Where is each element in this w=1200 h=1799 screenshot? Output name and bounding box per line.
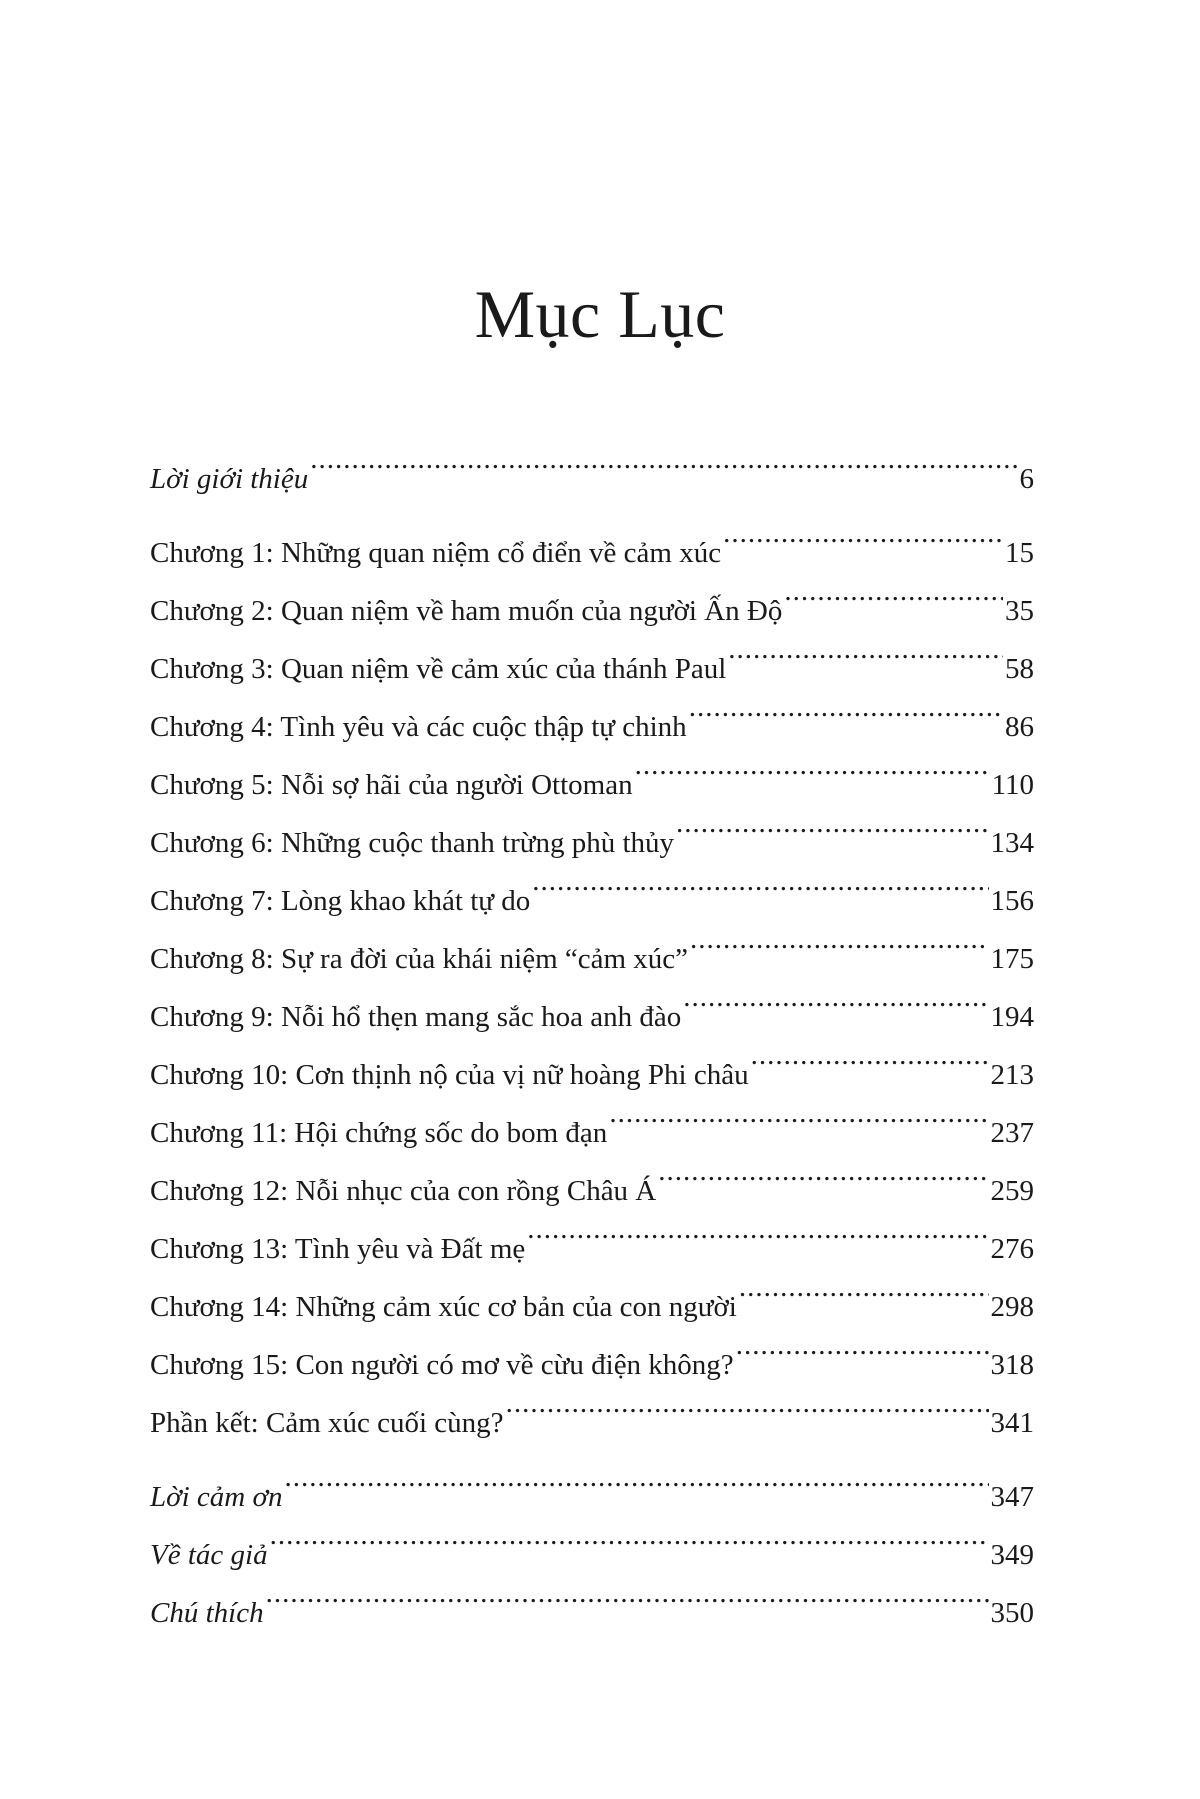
toc-entry-label: Chương 9: Nỗi hổ thẹn mang sắc hoa anh đào [150, 1001, 682, 1033]
dot-leader [284, 1448, 988, 1506]
toc-entry-label: Về tác giả [150, 1539, 268, 1571]
toc-entry-page: 156 [990, 885, 1034, 917]
toc-entry-label: Chương 4: Tình yêu và các cuộc thập tự chinh [150, 711, 687, 743]
dot-leader [266, 1564, 989, 1622]
toc-entry-page: 213 [990, 1059, 1034, 1091]
dot-leader [676, 794, 988, 852]
toc-entry-label: Chương 11: Hội chứng sốc do bom đạn [150, 1117, 608, 1149]
dot-leader [683, 968, 988, 1026]
toc-entry-notes [150, 1564, 1034, 1629]
dot-leader [784, 562, 1003, 620]
toc-entry-label: Chương 1: Những quan niệm cổ điển về cảm xúc [150, 537, 722, 569]
toc-entry-page: 134 [990, 827, 1034, 859]
dot-leader [270, 1506, 989, 1564]
page-title: Mục Lục [474, 276, 726, 352]
toc-entry-page: 350 [990, 1597, 1034, 1629]
toc-entry-label: Chương 10: Cơn thịnh nộ của vị nữ hoàng Phi châu [150, 1059, 749, 1091]
toc-entry-label: Chương 8: Sự ra đời của khái niệm “cảm xúc” [150, 943, 689, 975]
toc-entry-page: 276 [990, 1233, 1034, 1265]
toc-entry-label: Chương 5: Nỗi sợ hãi của người Ottoman [150, 769, 633, 801]
toc-entry-page: 237 [990, 1117, 1034, 1149]
dot-leader [689, 678, 1003, 736]
dot-leader [690, 910, 988, 968]
dot-leader [728, 620, 1003, 678]
toc-entry-page: 318 [990, 1349, 1034, 1381]
dot-leader [506, 1374, 989, 1432]
toc-entry-page: 259 [990, 1175, 1034, 1207]
toc-entry-page: 175 [990, 943, 1034, 975]
toc-entry-label: Chương 7: Lòng khao khát tự do [150, 885, 531, 917]
toc-entry-chapter-1 [150, 504, 1034, 569]
dot-leader [527, 1200, 988, 1258]
toc-entry-page: 110 [991, 769, 1034, 801]
dot-leader [635, 736, 990, 794]
dot-leader [609, 1084, 988, 1142]
toc-entry-label: Chương 3: Quan niệm về cảm xúc của thánh Paul [150, 653, 727, 685]
dot-leader [723, 504, 1003, 562]
toc-entry-page: 194 [990, 1001, 1034, 1033]
dot-leader [532, 852, 988, 910]
toc-entry-introduction [150, 430, 1034, 495]
dot-leader [736, 1316, 989, 1374]
dot-leader [751, 1026, 989, 1084]
toc-entry-label: Chương 6: Những cuộc thanh trừng phù thủy [150, 827, 675, 859]
toc-entry-acknowledgements [150, 1448, 1034, 1513]
toc-entry-label: Chương 2: Quan niệm về ham muốn của người Ấn Độ [150, 595, 783, 627]
toc-entry-label: Chú thích [150, 1597, 264, 1629]
toc-entry-page: 349 [990, 1539, 1034, 1571]
toc-entry-page: 35 [1005, 595, 1034, 627]
toc-entry-page: 298 [990, 1291, 1034, 1323]
toc-entry-label: Chương 14: Những cảm xúc cơ bản của con người [150, 1291, 737, 1323]
table-of-contents [150, 430, 1034, 1629]
toc-entry-page: 347 [990, 1481, 1034, 1513]
toc-entry-label: Chương 15: Con người có mơ về cừu điện không? [150, 1349, 734, 1381]
toc-entry-label: Chương 13: Tình yêu và Đất mẹ [150, 1233, 526, 1265]
toc-entry-about-author [150, 1506, 1034, 1571]
toc-entry-label: Lời giới thiệu [150, 463, 309, 495]
toc-entry-page: 58 [1005, 653, 1034, 685]
toc-entry-page: 6 [1019, 463, 1034, 495]
dot-leader [310, 430, 1017, 488]
toc-entry-page: 86 [1005, 711, 1034, 743]
toc-entry-label: Phần kết: Cảm xúc cuối cùng? [150, 1407, 504, 1439]
toc-entry-label: Lời cảm ơn [150, 1481, 283, 1513]
dot-leader [658, 1142, 988, 1200]
dot-leader [739, 1258, 989, 1316]
toc-entry-page: 341 [990, 1407, 1034, 1439]
toc-entry-label: Chương 12: Nỗi nhục của con rồng Châu Á [150, 1175, 657, 1207]
toc-entry-page: 15 [1005, 537, 1034, 569]
